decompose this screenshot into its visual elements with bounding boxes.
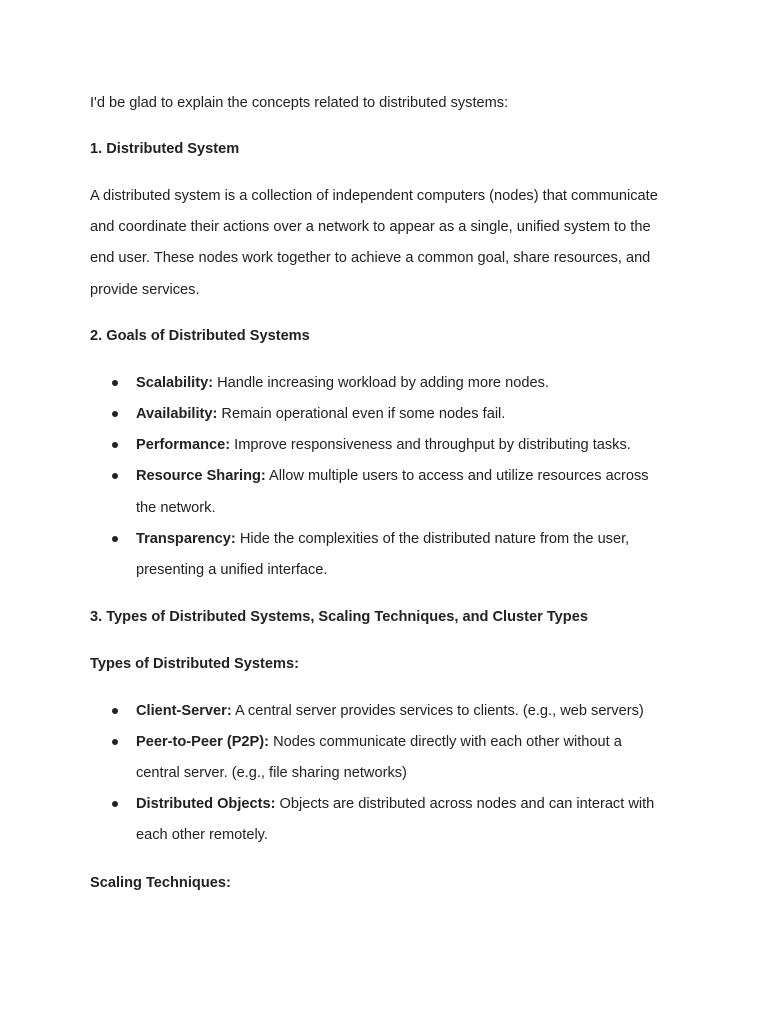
goal-description-continued: the network. <box>136 500 216 516</box>
goal-description: Remain operational even if some nodes fail. <box>217 406 506 422</box>
bullet-icon <box>112 442 118 448</box>
bullet-icon <box>112 411 118 417</box>
goal-term: Availability: <box>136 406 218 422</box>
goal-description: Hide the complexities of the distributed nature from the user, <box>235 531 630 547</box>
type-description: Nodes communicate directly with each other without a <box>269 734 622 750</box>
bullet-icon <box>112 536 118 542</box>
goal-term: Resource Sharing: <box>136 468 266 484</box>
bullet-icon <box>112 801 118 807</box>
goal-term: Transparency: <box>136 531 236 547</box>
type-description-continued: each other remotely. <box>136 827 268 843</box>
type-term: Distributed Objects: <box>136 796 276 812</box>
goal-description-continued: presenting a unified interface. <box>136 562 328 578</box>
section-1-paragraph-line-4: provide services. <box>90 282 200 298</box>
type-description-continued: central server. (e.g., file sharing networks) <box>136 765 407 781</box>
goal-term: Performance: <box>136 437 231 453</box>
goal-term: Scalability: <box>136 375 214 391</box>
goal-description: Allow multiple users to access and utilize resources across <box>265 468 649 484</box>
section-1-paragraph-line-1: A distributed system is a collection of independent computers (nodes) that communicate <box>90 188 658 204</box>
goal-description: Improve responsiveness and throughput by distributing tasks. <box>230 437 631 453</box>
type-description: Objects are distributed across nodes and can interact with <box>275 796 655 812</box>
section-1-heading: 1. Distributed System <box>90 141 240 157</box>
type-term: Client-Server: <box>136 703 232 719</box>
types-subheading: Types of Distributed Systems: <box>90 656 299 672</box>
bullet-icon <box>112 739 118 745</box>
section-2-heading: 2. Goals of Distributed Systems <box>90 328 310 344</box>
goal-description: Handle increasing workload by adding more nodes. <box>213 375 549 391</box>
section-3-heading: 3. Types of Distributed Systems, Scaling Techniques, and Cluster Types <box>90 609 588 625</box>
type-description: A central server provides services to clients. (e.g., web servers) <box>231 703 644 719</box>
type-term: Peer-to-Peer (P2P): <box>136 734 270 750</box>
section-1-paragraph-line-3: end user. These nodes work together to achieve a common goal, share resources, and <box>90 250 651 266</box>
bullet-icon <box>112 380 118 386</box>
section-1-paragraph-line-2: and coordinate their actions over a network to appear as a single, unified system to the <box>90 219 651 235</box>
bullet-icon <box>112 473 118 479</box>
scaling-subheading: Scaling Techniques: <box>90 875 231 891</box>
bullet-icon <box>112 708 118 714</box>
intro-text: I'd be glad to explain the concepts related to distributed systems: <box>90 95 509 111</box>
